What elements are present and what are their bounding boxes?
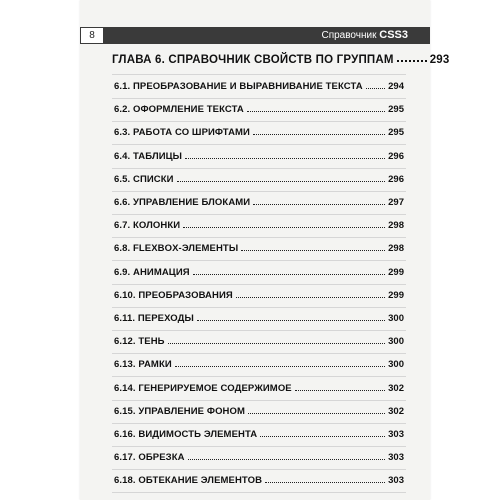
separator-line (112, 492, 406, 493)
toc-entry (114, 383, 404, 394)
dot-leader (185, 158, 385, 159)
toc-entry (114, 475, 404, 486)
dot-leader (197, 320, 385, 321)
toc-entry-title: 6.17. ОБРЕЗКА (114, 452, 185, 464)
toc-entry-page: 298 (388, 220, 404, 232)
toc-entry (114, 313, 404, 324)
separator-line (112, 284, 406, 285)
toc-entry (114, 290, 404, 301)
dot-leader (168, 343, 386, 344)
separator-line (112, 446, 406, 447)
toc-entry-title: 6.6. УПРАВЛЕНИЕ БЛОКАМИ (114, 197, 251, 208)
page-number: 8 (80, 27, 104, 44)
toc-entry-title: 6.15. УПРАВЛЕНИЕ ФОНОМ (114, 405, 246, 417)
separator-line (112, 307, 406, 308)
separator-line (112, 330, 406, 331)
dot-leader (397, 60, 427, 62)
toc-entry-page: 299 (388, 266, 404, 278)
toc-entry-title: 6.5. СПИСКИ (114, 173, 174, 185)
separator-line (112, 121, 406, 122)
dot-leader (265, 482, 385, 483)
toc-entry-page: 303 (388, 429, 404, 440)
toc-entry (114, 336, 404, 347)
toc-entry-page: 298 (388, 243, 404, 255)
separator-line (112, 400, 406, 401)
separator-line (112, 144, 406, 145)
separator-line (112, 353, 406, 354)
toc-entry-page: 300 (388, 336, 404, 348)
dot-leader (183, 227, 385, 228)
running-title-prefix: Справочник (321, 30, 380, 41)
dot-leader (260, 436, 385, 437)
toc-entry-title: 6.11. ПЕРЕХОДЫ (114, 313, 194, 324)
toc-entry (114, 220, 404, 231)
separator-line (112, 423, 406, 424)
toc-entry-title: 6.1. ПРЕОБРАЗОВАНИЕ И ВЫРАВНИВАНИЕ ТЕКСТА (114, 81, 363, 92)
separator-line (112, 214, 406, 215)
toc-entry-title: 6.4. ТАБЛИЦЫ (114, 150, 183, 162)
toc-entry-page: 302 (388, 405, 404, 417)
toc-entry (114, 406, 404, 417)
separator-line (112, 168, 406, 169)
running-header (80, 27, 430, 44)
toc-entry-page: 302 (388, 382, 404, 394)
toc-entry (114, 197, 404, 208)
dot-leader (248, 413, 385, 414)
toc-entry-page: 303 (388, 452, 404, 464)
separator-line (112, 376, 406, 377)
separator-line (112, 191, 406, 192)
separator-line (112, 260, 406, 261)
dot-leader (193, 274, 385, 275)
toc-entry-page: 295 (388, 127, 404, 139)
toc-entry (114, 174, 404, 185)
dot-leader (253, 134, 385, 135)
toc-entry-title: 6.14. ГЕНЕРИРУЕМОЕ СОДЕРЖИМОЕ (114, 382, 292, 394)
toc-entry (114, 127, 404, 138)
toc-entry-title: 6.3. РАБОТА СО ШРИФТАМИ (114, 127, 250, 139)
chapter-title: ГЛАВА 6. СПРАВОЧНИК СВОЙСТВ ПО ГРУППАМ (112, 54, 394, 66)
toc-entry (114, 104, 404, 115)
dot-leader (366, 88, 385, 89)
dot-leader (247, 111, 385, 112)
toc-entry (114, 429, 404, 440)
toc-entry (114, 81, 404, 92)
chapter-page: 293 (429, 54, 450, 66)
dot-leader (253, 204, 385, 205)
toc-entry (114, 151, 404, 162)
running-title (321, 27, 408, 44)
toc-entry-title: 6.18. ОБТЕКАНИЕ ЭЛЕМЕНТОВ (114, 475, 263, 487)
toc-entry-page: 296 (388, 150, 404, 162)
toc-entry (114, 452, 404, 463)
toc-entry-page: 300 (388, 359, 404, 371)
running-title-main: CSS3 (379, 29, 408, 41)
separator-line (112, 98, 406, 99)
dot-leader (175, 366, 385, 367)
toc-entry (114, 267, 404, 278)
dot-leader (188, 459, 386, 460)
toc-entry-page: 296 (388, 173, 404, 185)
separator-line (112, 237, 406, 238)
dot-leader (241, 250, 385, 251)
toc-entry (114, 243, 404, 254)
toc-entry (114, 359, 404, 370)
toc-entry-title: 6.12. ТЕНЬ (114, 336, 165, 348)
toc-entry-title: 6.10. ПРЕОБРАЗОВАНИЯ (114, 289, 233, 301)
toc-entry-title: 6.8. FLEXBOX-ЭЛЕМЕНТЫ (114, 243, 239, 255)
toc-entry-page: 294 (388, 81, 404, 92)
toc-entry-title: 6.16. ВИДИМОСТЬ ЭЛЕМЕНТА (114, 429, 258, 440)
toc-entry-title: 6.7. КОЛОНКИ (114, 220, 181, 232)
dot-leader (177, 181, 386, 182)
separator-line (112, 74, 406, 75)
toc-entry-page: 297 (388, 197, 404, 208)
toc-entry-page: 299 (388, 289, 404, 301)
chapter-heading (112, 54, 450, 66)
toc-entry-title: 6.9. АНИМАЦИЯ (114, 266, 190, 278)
toc-entry-title: 6.13. РАМКИ (114, 359, 172, 371)
separator-line (112, 469, 406, 470)
dot-leader (295, 390, 385, 391)
toc-entry-page: 295 (388, 104, 404, 116)
toc-entry-title: 6.2. ОФОРМЛЕНИЕ ТЕКСТА (114, 104, 244, 116)
toc-entry-page: 300 (388, 313, 404, 324)
toc-entry-page: 303 (388, 475, 404, 487)
dot-leader (236, 297, 385, 298)
